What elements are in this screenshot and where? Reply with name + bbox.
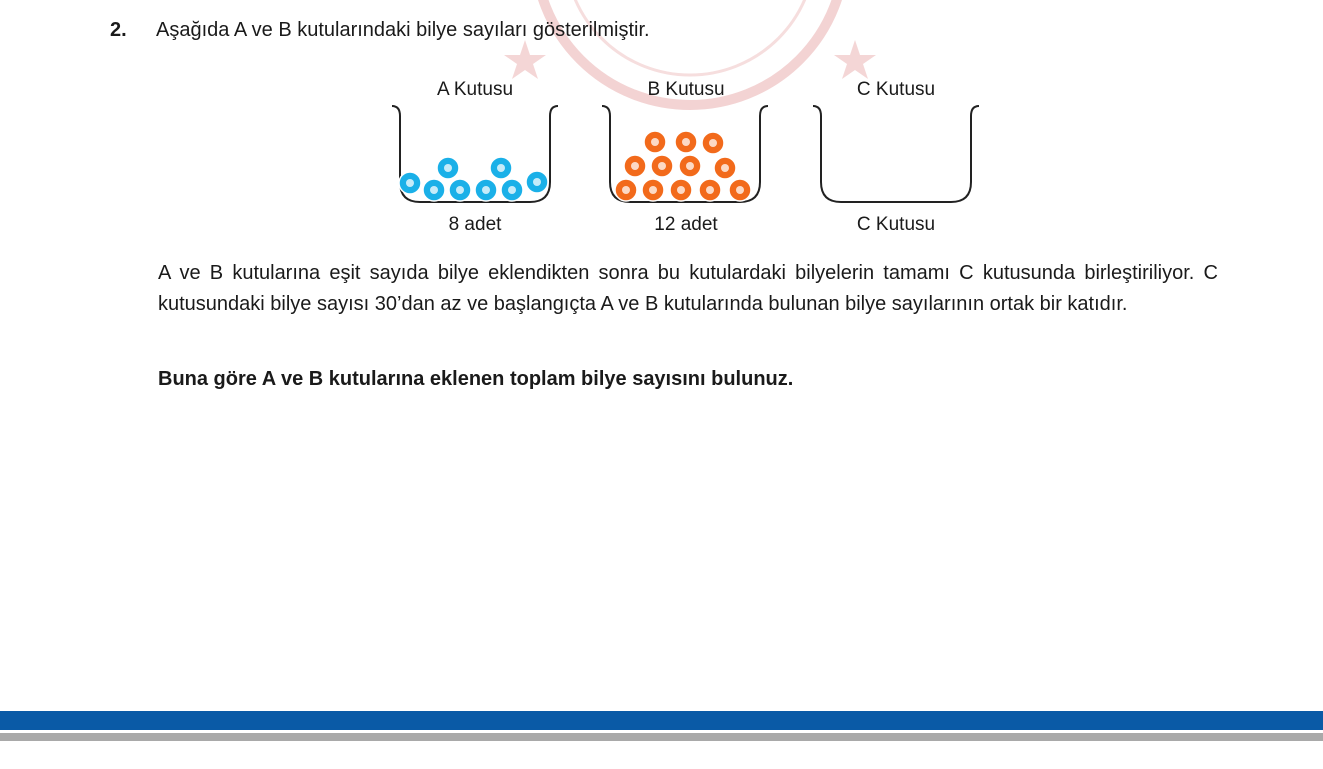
marble-highlight <box>497 164 505 172</box>
marble-highlight <box>709 139 717 147</box>
box-a-title: A Kutusu <box>436 79 514 100</box>
marble-highlight <box>721 164 729 172</box>
footer-blue-bar <box>0 711 1323 730</box>
marble-highlight <box>706 186 714 194</box>
marble-highlight <box>456 186 464 194</box>
question-paragraph: A ve B kutularına eşit sayıda bilye eklendikten sonra bu kutulardaki bilyelerin tamamı C kutusunda birleştiriliyor. C kutusundaki bilye sayısı 30’dan az ve başlangıçta A ve B kutularında bulunan bilye sayılarının ortak bir katıdır. <box>158 262 1218 315</box>
marble-highlight <box>482 186 490 194</box>
box-b-count: 12 adet <box>654 214 718 235</box>
box-a-marbles <box>399 157 548 201</box>
marble-highlight <box>533 178 541 186</box>
marble-highlight <box>631 162 639 170</box>
question-intro: Aşağıda A ve B kutularındaki bilye sayıları gösterilmiştir. <box>156 19 650 41</box>
marble-highlight <box>649 186 657 194</box>
marble-highlight <box>508 186 516 194</box>
box-c-outline <box>813 106 979 202</box>
marble-highlight <box>430 186 438 194</box>
marble-highlight <box>658 162 666 170</box>
marble-highlight <box>444 164 452 172</box>
marble-highlight <box>651 138 659 146</box>
marble-highlight <box>622 186 630 194</box>
box-b-title: B Kutusu <box>647 79 725 100</box>
marble-highlight <box>677 186 685 194</box>
question-number: 2. <box>110 19 127 41</box>
box-c-title: C Kutusu <box>856 79 936 100</box>
box-a-count: 8 adet <box>448 214 502 235</box>
box-b-marbles <box>615 131 751 201</box>
marble-highlight <box>686 162 694 170</box>
marble-highlight <box>736 186 744 194</box>
marble-highlight <box>406 179 414 187</box>
marble-boxes-figure <box>380 70 1000 245</box>
question-prompt: Buna göre A ve B kutularına eklenen toplam bilye sayısını bulunuz. <box>158 368 794 390</box>
box-c-label: C Kutusu <box>856 214 936 235</box>
marble-highlight <box>682 138 690 146</box>
footer-gray-bar <box>0 733 1323 741</box>
